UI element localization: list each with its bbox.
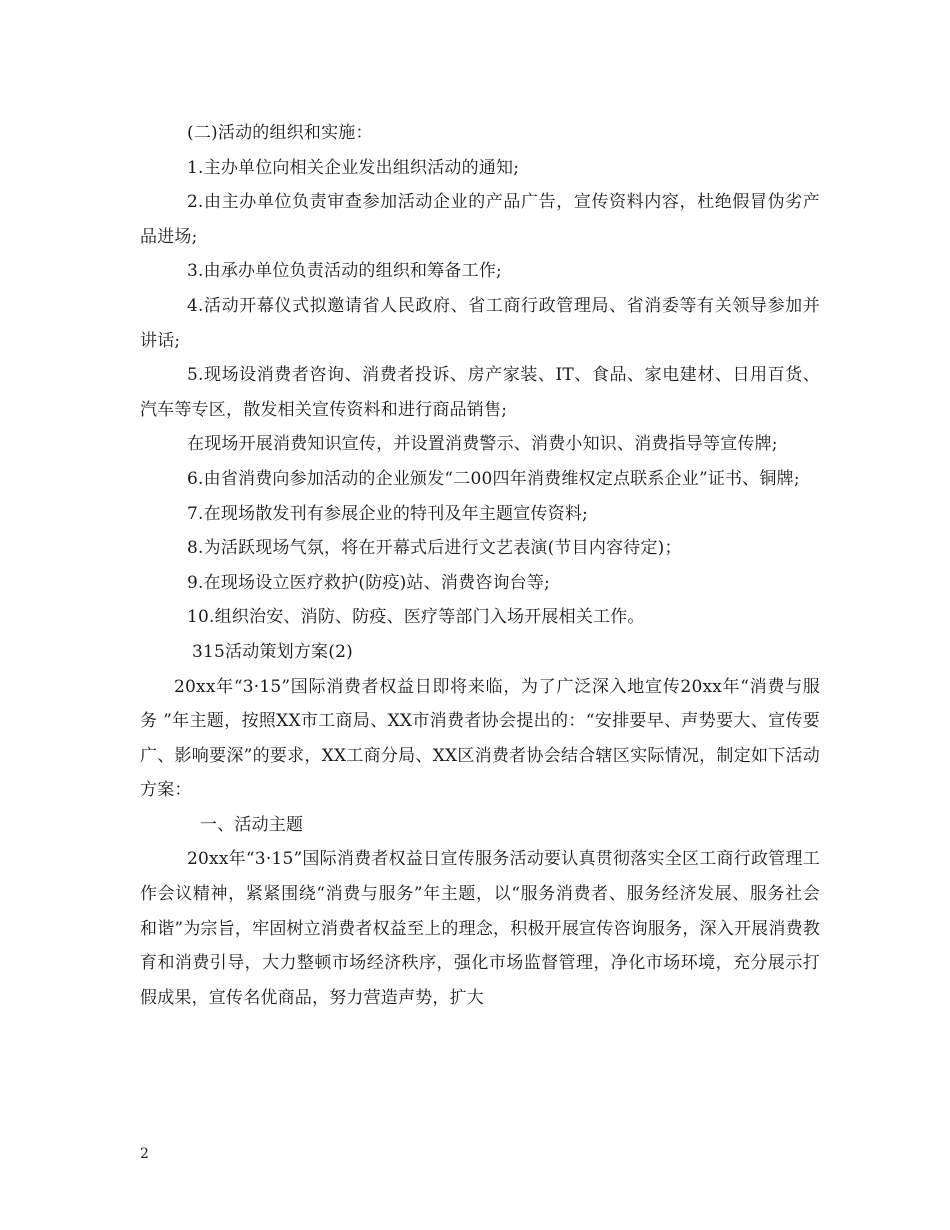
list-item-4: 4.活动开幕仪式拟邀请省人民政府、省工商行政管理局、省消委等有关领导参加并讲话;: [140, 295, 820, 351]
list-item-7: 7.在现场散发刊有参展企业的特刊及年主题宣传资料;: [187, 503, 588, 524]
list-item-3: 3.由承办单位负责活动的组织和筹备工作;: [187, 261, 502, 282]
section-title-plan-2: 315活动策划方案(2): [192, 641, 353, 662]
heading-activity-theme: 一、活动主题: [200, 814, 304, 835]
list-item-5-continued: 在现场开展消费知识宣传，并设置消费警示、消费小知识、消费指导等宣传牌;: [187, 434, 778, 455]
list-item-8: 8.为活跃现场气氛，将在开幕式后进行文艺表演(节目内容待定)；: [187, 538, 682, 559]
page-number: 2: [140, 1146, 149, 1162]
list-item-10: 10.组织治安、消防、防疫、医疗等部门入场开展相关工作。: [187, 607, 645, 628]
section-heading-organization: (二)活动的组织和实施：: [187, 123, 373, 143]
list-item-2: 2.由主办单位负责审查参加活动企业的产品广告，宣传资料内容，杜绝假冒伪劣产品进场;: [140, 192, 820, 247]
list-item-6: 6.由省消费向参加活动的企业颁发“二00四年消费维权定点联系企业”证书、铜牌;: [187, 468, 800, 489]
list-item-1: 1.主办单位向相关企业发出组织活动的通知;: [187, 157, 520, 178]
theme-paragraph: 20xx年“3·15”国际消费者权益日宣传服务活动要认真贯彻落实全区工商行政管理工作会议精神，紧紧围绕“消费与服务”年主题，以“服务消费者、服务经济发展、服务社会和谐”为宗旨，牢固树立消费者权益至上的理念，积极开展宣传咨询服务，深入开展消费教育和消费引导，大力整顿市场经济秩序，强化市场监督管理，净化市场环境，充分展示打假成果，宣传名优商品，努力营造声势，扩大: [140, 849, 820, 1008]
list-item-9: 9.在现场设立医疗救护(防疫)站、消费咨询台等;: [187, 572, 551, 593]
document-body: [140, 116, 820, 1015]
intro-paragraph: 20xx年“3·15”国际消费者权益日即将来临，为了广泛深入地宣传20xx年“消费与服务 ”年主题，按照XX市工商局、XX市消费者协会提出的：“安排要早、声势要大、宣传要广、影响要深”的要求，XX工商分局、XX区消费者协会结合辖区实际情况，制定如下活动方案：: [140, 676, 820, 801]
list-item-5: 5.现场设消费者咨询、消费者投诉、房产家装、IT、食品、家电建材、日用百货、汽车等专区，散发相关宣传资料和进行商品销售;: [140, 365, 820, 420]
